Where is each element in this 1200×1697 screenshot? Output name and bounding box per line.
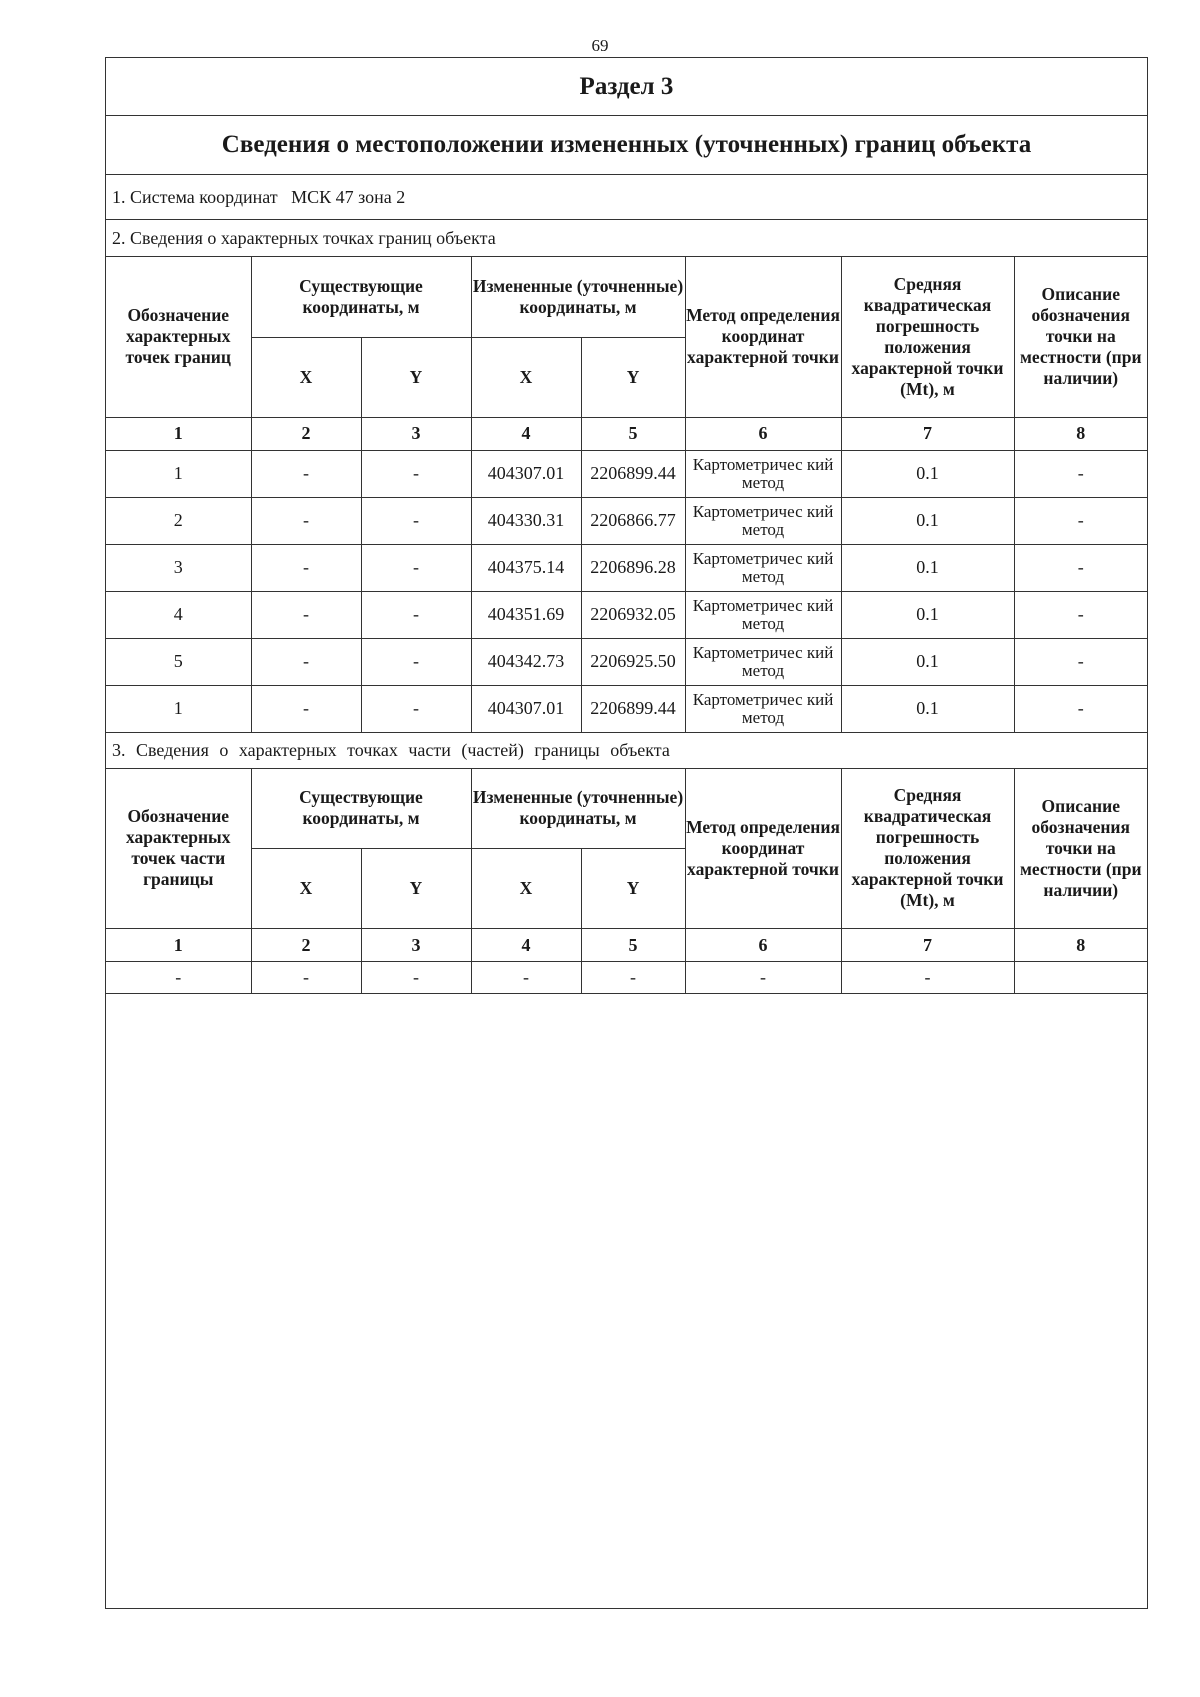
table-row bbox=[106, 497, 1147, 544]
existing-x-cell: - bbox=[251, 638, 361, 685]
description-cell: - bbox=[1014, 638, 1147, 685]
header-changed-x: X bbox=[471, 849, 581, 929]
header-existing: Существующие координаты, м bbox=[251, 769, 471, 849]
point-cell: 1 bbox=[106, 450, 251, 497]
method-cell: Картометричес кий метод bbox=[685, 591, 841, 638]
existing-x-cell: - bbox=[251, 544, 361, 591]
column-number: 8 bbox=[1014, 929, 1147, 962]
existing-x-cell: - bbox=[251, 497, 361, 544]
table-row bbox=[106, 638, 1147, 685]
column-number: 5 bbox=[581, 929, 685, 962]
column-number: 5 bbox=[581, 417, 685, 450]
point-cell: 3 bbox=[106, 544, 251, 591]
header-existing-y: Y bbox=[361, 849, 471, 929]
document-title: Сведения о местоположении измененных (уточненных) границ объекта bbox=[106, 116, 1147, 175]
existing-x-cell: - bbox=[251, 962, 361, 994]
error-cell: - bbox=[841, 962, 1014, 994]
description-cell: - bbox=[1014, 685, 1147, 732]
header-method: Метод определения координат характерной точки bbox=[685, 257, 841, 417]
column-number: 2 bbox=[251, 929, 361, 962]
changed-y-cell: 2206899.44 bbox=[581, 450, 685, 497]
description-cell: - bbox=[1014, 450, 1147, 497]
error-cell: 0.1 bbox=[841, 591, 1014, 638]
description-cell bbox=[1014, 962, 1147, 994]
existing-y-cell: - bbox=[361, 497, 471, 544]
error-cell: 0.1 bbox=[841, 638, 1014, 685]
description-cell: - bbox=[1014, 497, 1147, 544]
point-cell: - bbox=[106, 962, 251, 994]
header-changed: Измененные (уточненные) координаты, м bbox=[471, 769, 685, 849]
changed-x-cell: 404307.01 bbox=[471, 450, 581, 497]
column-number: 3 bbox=[361, 929, 471, 962]
changed-y-cell: 2206932.05 bbox=[581, 591, 685, 638]
method-cell: Картометричес кий метод bbox=[685, 450, 841, 497]
column-number: 7 bbox=[841, 417, 1014, 450]
error-cell: 0.1 bbox=[841, 685, 1014, 732]
existing-x-cell: - bbox=[251, 450, 361, 497]
table-row bbox=[106, 685, 1147, 732]
existing-x-cell: - bbox=[251, 685, 361, 732]
column-number: 1 bbox=[106, 929, 251, 962]
header-changed-x: X bbox=[471, 337, 581, 417]
column-number: 2 bbox=[251, 417, 361, 450]
existing-y-cell: - bbox=[361, 544, 471, 591]
column-number: 4 bbox=[471, 417, 581, 450]
column-number: 6 bbox=[685, 929, 841, 962]
changed-x-cell: - bbox=[471, 962, 581, 994]
header-changed-y: Y bbox=[581, 337, 685, 417]
existing-y-cell: - bbox=[361, 638, 471, 685]
point-cell: 4 bbox=[106, 591, 251, 638]
point-cell: 5 bbox=[106, 638, 251, 685]
existing-x-cell: - bbox=[251, 591, 361, 638]
boundary-points-table bbox=[106, 257, 1147, 733]
description-cell: - bbox=[1014, 544, 1147, 591]
table-row bbox=[106, 450, 1147, 497]
changed-y-cell: 2206866.77 bbox=[581, 497, 685, 544]
header-existing-x: X bbox=[251, 849, 361, 929]
changed-y-cell: 2206925.50 bbox=[581, 638, 685, 685]
column-number: 1 bbox=[106, 417, 251, 450]
existing-y-cell: - bbox=[361, 591, 471, 638]
column-number: 7 bbox=[841, 929, 1014, 962]
column-number: 6 bbox=[685, 417, 841, 450]
section-title: Раздел 3 bbox=[106, 58, 1147, 116]
header-changed-y: Y bbox=[581, 849, 685, 929]
section1-title: 2. Сведения о характерных точках границ объекта bbox=[106, 220, 1147, 257]
method-cell: - bbox=[685, 962, 841, 994]
changed-x-cell: 404330.31 bbox=[471, 497, 581, 544]
method-cell: Картометричес кий метод bbox=[685, 638, 841, 685]
header-error: Средняя квадратическая погрешность положения характерной точки (Mt), м bbox=[841, 769, 1014, 929]
coordinate-system: 1. Система координат МСК 47 зона 2 bbox=[106, 175, 1147, 220]
changed-x-cell: 404307.01 bbox=[471, 685, 581, 732]
changed-x-cell: 404351.69 bbox=[471, 591, 581, 638]
error-cell: 0.1 bbox=[841, 544, 1014, 591]
header-point: Обозначение характерных точек границ bbox=[106, 257, 251, 417]
header-method: Метод определения координат характерной точки bbox=[685, 769, 841, 929]
changed-x-cell: 404342.73 bbox=[471, 638, 581, 685]
point-cell: 2 bbox=[106, 497, 251, 544]
table-row bbox=[106, 962, 1147, 994]
method-cell: Картометричес кий метод bbox=[685, 685, 841, 732]
page-number: 69 bbox=[591, 36, 609, 55]
error-cell: 0.1 bbox=[841, 450, 1014, 497]
changed-x-cell: 404375.14 bbox=[471, 544, 581, 591]
method-cell: Картометричес кий метод bbox=[685, 544, 841, 591]
section2-title: 3. Сведения о характерных точках части (частей) границы объекта bbox=[106, 733, 1147, 769]
column-numbers-row bbox=[106, 929, 1147, 962]
column-number: 3 bbox=[361, 417, 471, 450]
existing-y-cell: - bbox=[361, 450, 471, 497]
error-cell: 0.1 bbox=[841, 497, 1014, 544]
column-numbers-row bbox=[106, 417, 1147, 450]
existing-y-cell: - bbox=[361, 962, 471, 994]
header-description: Описание обозначения точки на местности (при наличии) bbox=[1014, 257, 1147, 417]
header-existing-y: Y bbox=[361, 337, 471, 417]
header-point: Обозначение характерных точек части границы bbox=[106, 769, 251, 929]
header-changed: Измененные (уточненные) координаты, м bbox=[471, 257, 685, 337]
header-existing-x: X bbox=[251, 337, 361, 417]
point-cell: 1 bbox=[106, 685, 251, 732]
header-description: Описание обозначения точки на местности (при наличии) bbox=[1014, 769, 1147, 929]
method-cell: Картометричес кий метод bbox=[685, 497, 841, 544]
header-existing: Существующие координаты, м bbox=[251, 257, 471, 337]
column-number: 4 bbox=[471, 929, 581, 962]
boundary-part-points-table bbox=[106, 769, 1147, 995]
changed-y-cell: - bbox=[581, 962, 685, 994]
document-frame bbox=[105, 57, 1148, 1609]
table-row bbox=[106, 544, 1147, 591]
changed-y-cell: 2206899.44 bbox=[581, 685, 685, 732]
column-number: 8 bbox=[1014, 417, 1147, 450]
changed-y-cell: 2206896.28 bbox=[581, 544, 685, 591]
existing-y-cell: - bbox=[361, 685, 471, 732]
table-row bbox=[106, 591, 1147, 638]
header-error: Средняя квадратическая погрешность положения характерной точки (Mt), м bbox=[841, 257, 1014, 417]
description-cell: - bbox=[1014, 591, 1147, 638]
